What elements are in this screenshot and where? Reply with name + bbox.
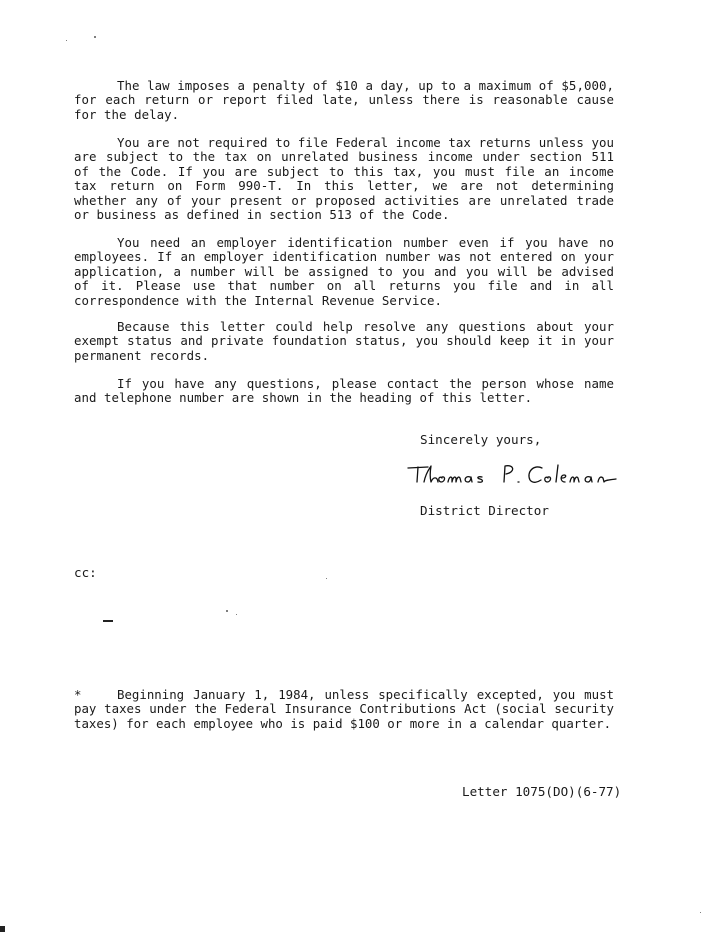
cc-label: cc: <box>74 565 97 580</box>
signature-image <box>404 456 644 492</box>
paragraph-records-text: Because this letter could help resolve any questions about your exempt status and private foundation status, you should keep it in your permanent records. <box>74 319 614 363</box>
dash-mark <box>103 620 113 622</box>
paragraph-questions <box>74 377 614 406</box>
paragraph-penalty <box>74 79 614 122</box>
paragraph-income-tax-text: You are not required to file Federal income tax returns unless you are subject to the tax on unrelated business income under section 511 of the Code. If you are subject to this tax, you must file an income tax return on Form 990-T. In this letter, we are not determining whether any of your present or proposed activities are unrelated trade or business as defined in section 513 of the Code. <box>74 135 614 223</box>
scan-speck <box>66 40 67 41</box>
letter-form-number: Letter 1075(DO)(6-77) <box>462 784 622 799</box>
footnote-fica-text: Beginning January 1, 1984, unless specifically excepted, you must pay taxes under the Federal Insurance Contributions Act (social security taxes) for each employee who is paid $100 or more in a calendar quarter. <box>74 687 614 731</box>
paragraph-penalty-text: The law imposes a penalty of $10 a day, up to a maximum of $5,000, for each return or report filed late, unless there is reasonable cause for the delay. <box>74 78 614 122</box>
paragraph-records <box>74 320 614 363</box>
paragraph-employer-id <box>74 236 614 308</box>
paragraph-income-tax <box>74 136 614 222</box>
scan-speck <box>236 614 237 615</box>
scan-edge-mark <box>0 926 5 932</box>
paragraph-employer-id-text: You need an employer identification number even if you have no employees. If an employer identification number was not entered on your application, a number will be assigned to you and you will be advised of it. Please use that number on all returns you file and in all correspondence with the Internal Revenue Service. <box>74 235 614 308</box>
footnote-fica <box>74 688 614 731</box>
paragraph-questions-text: If you have any questions, please contact the person whose name and telephone number are shown in the heading of this letter. <box>74 376 614 406</box>
scan-speck <box>226 610 228 612</box>
scan-speck <box>326 578 327 579</box>
closing-salutation: Sincerely yours, <box>420 432 542 447</box>
scan-speck <box>700 912 701 913</box>
scan-speck <box>94 36 96 38</box>
signer-title: District Director <box>420 503 549 518</box>
footnote-marker: * <box>74 687 82 702</box>
